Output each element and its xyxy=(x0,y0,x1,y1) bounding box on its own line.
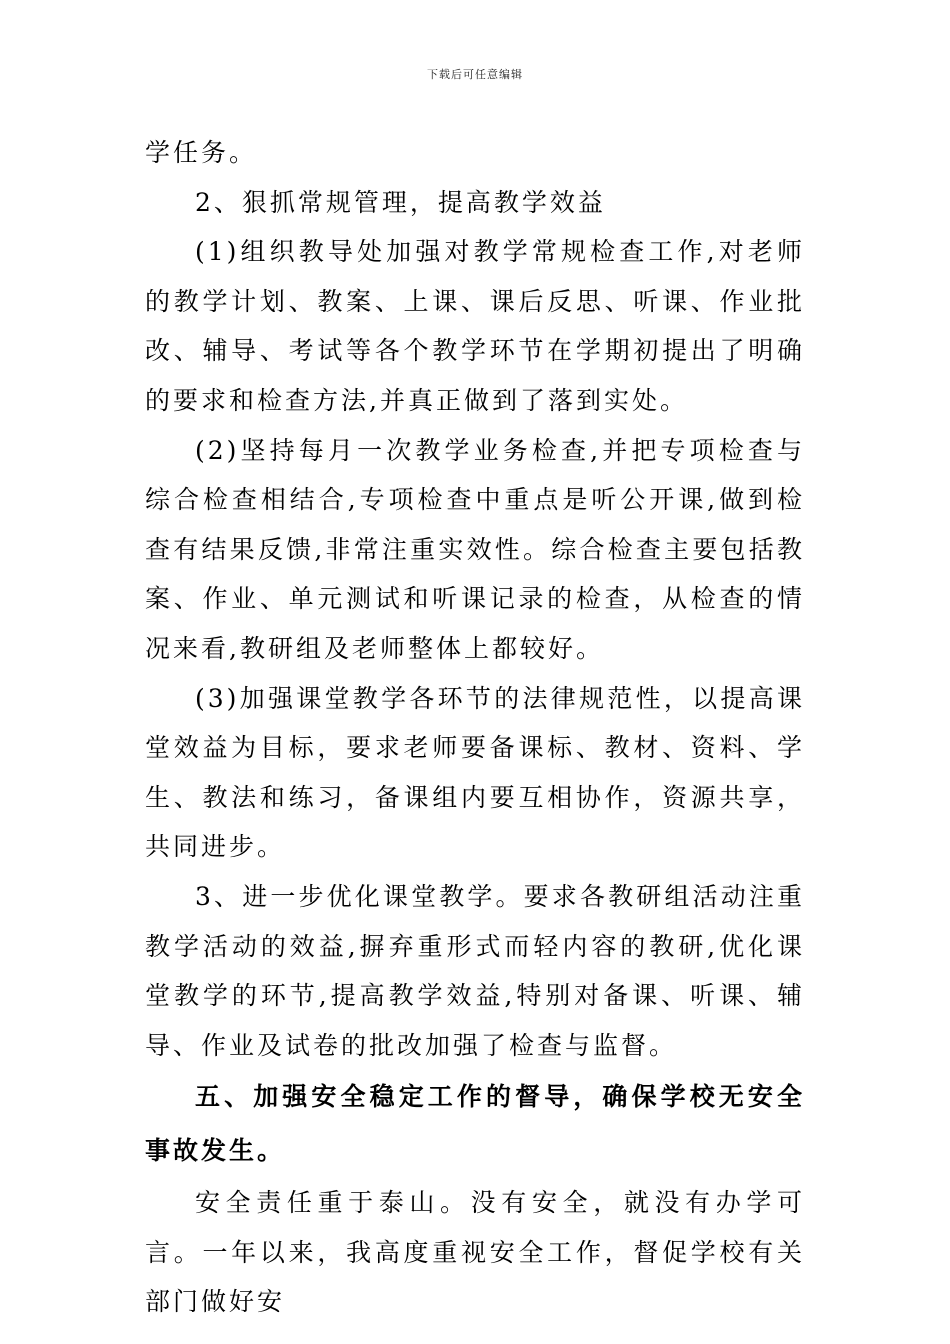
paragraph-item-2: (2)坚持每月一次教学业务检查,并把专项检查与综合检查相结合,专项检查中重点是听公开课,做到检查有结果反馈,非常注重实效性。综合检查主要包括教案、作业、单元测试和听课记录的检查，从检查的情况来看,教研组及老师整体上都较好。 xyxy=(145,435,805,663)
paragraph-continuation: 学任务。 xyxy=(145,138,258,167)
document-body xyxy=(145,128,805,1327)
paragraph-section-2-title: 2、狠抓常规管理，提高教学效益 xyxy=(195,187,606,217)
page-header-note: 下载后可任意编辑 xyxy=(427,68,523,81)
section-heading-5: 五、加强安全稳定工作的督导，确保学校无安全事故发生。 xyxy=(145,1082,805,1166)
paragraph-safety: 安全责任重于泰山。没有安全，就没有办学可言。一年以来，我高度重视安全工作，督促学校有关部门做好安 xyxy=(145,1188,805,1317)
paragraph-section-3: 3、进一步优化课堂教学。要求各教研组活动注重教学活动的效益,摒弃重形式而轻内容的教研,优化课堂教学的环节,提高教学效益,特别对备课、听课、辅导、作业及试卷的批改加强了检查与监督。 xyxy=(145,881,805,1060)
paragraph-item-1: (1)组织教导处加强对教学常规检查工作,对老师的教学计划、教案、上课、课后反思、听课、作业批改、辅导、考试等各个教学环节在学期初提出了明确的要求和检查方法,并真正做到了落到实处。 xyxy=(145,237,805,415)
paragraph-item-3: (3)加强课堂教学各环节的法律规范性，以提高课堂效益为目标，要求老师要备课标、教材、资料、学生、教法和练习，备课组内要互相协作，资源共享，共同进步。 xyxy=(145,683,805,862)
